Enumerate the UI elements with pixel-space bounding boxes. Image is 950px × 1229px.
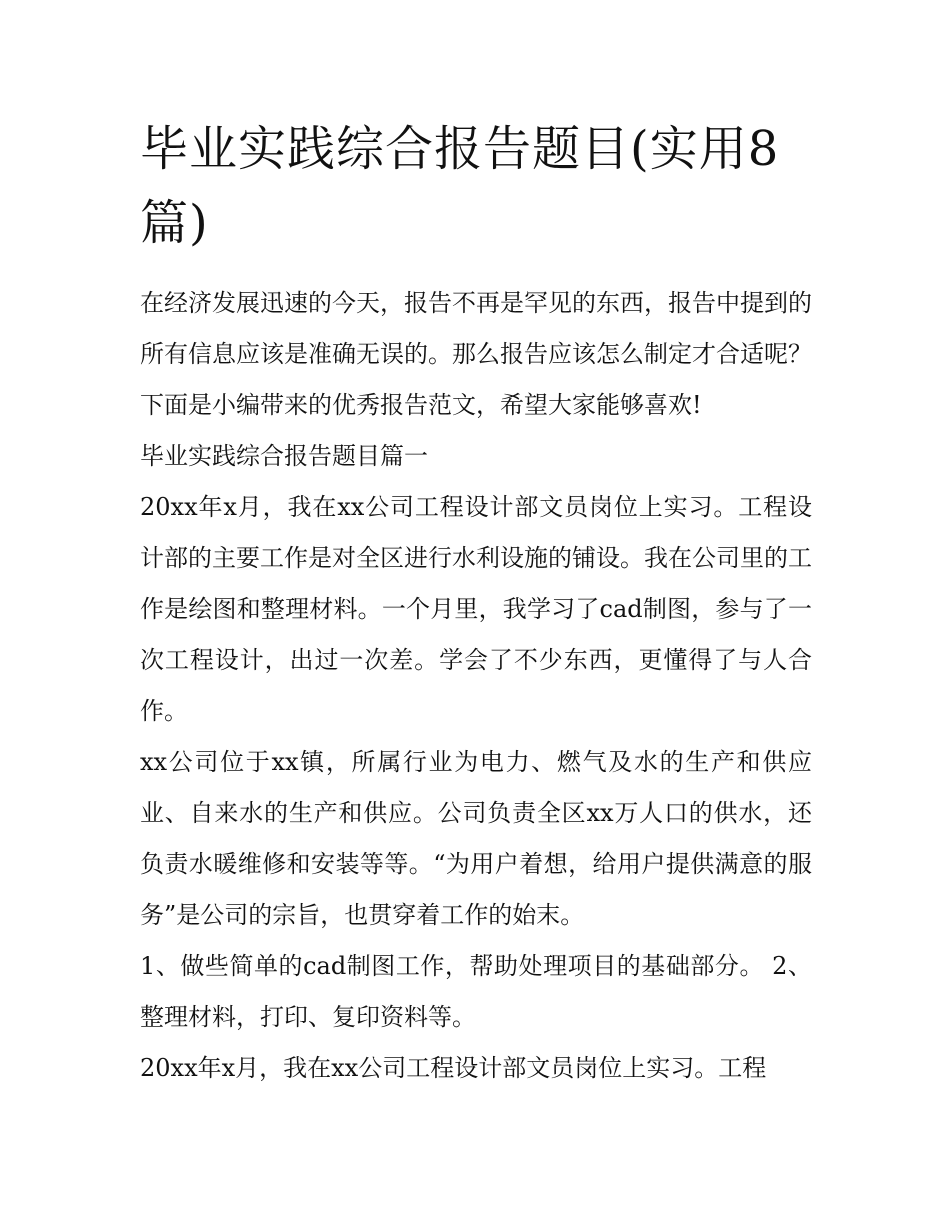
task-list-paragraph: 1、做些简单的cad制图工作，帮助处理项目的基础部分。 2、整理材料，打印、复印资料等。 — [140, 952, 812, 1031]
body-paragraph: 20xx年x月，我在xx公司工程设计部文员岗位上实习。工程设计部的主要工作是对全区进行水利设施的铺设。我在公司里的工作是绘图和整理材料。一个月里，我学习了cad制图，参与了一次工程设计，出过一次差。学会了不少东西，更懂得了与人合作。 — [140, 493, 812, 725]
body-paragraph: 20xx年x月，我在xx公司工程设计部文员岗位上实习。工程 — [140, 1054, 767, 1082]
section-heading: 毕业实践综合报告题目篇一 — [140, 442, 428, 470]
document-title: 毕业实践综合报告题目(实用8篇) — [140, 121, 780, 251]
body-paragraph: xx公司位于xx镇，所属行业为电力、燃气及水的生产和供应业、自来水的生产和供应。公司负责全区xx万人口的供水，还负责水暖维修和安装等等。“为用户着想，给用户提供满意的服务”是公司的宗旨，也贯穿着工作的始末。 — [140, 748, 812, 929]
intro-paragraph: 在经济发展迅速的今天，报告不再是罕见的东西，报告中提到的所有信息应该是准确无误的。那么报告应该怎么制定才合适呢？下面是小编带来的优秀报告范文，希望大家能够喜欢! — [140, 289, 812, 419]
document-body — [140, 112, 812, 1094]
